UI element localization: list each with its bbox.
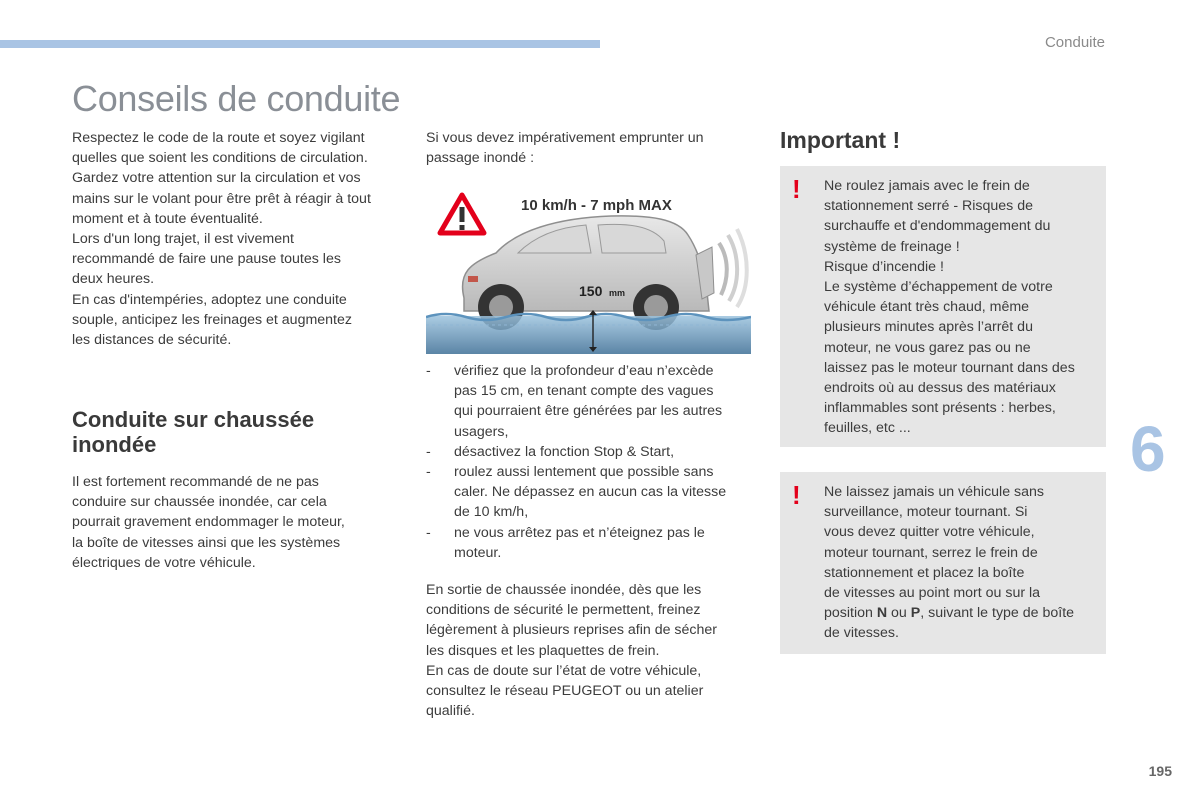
text-line: stationnement et placez la boîte [824, 564, 1025, 581]
text-line: de 10 km/h, [454, 504, 529, 521]
text-line: pas 15 cm, en tenant compte des vagues [454, 383, 714, 400]
text-fragment: position [824, 605, 877, 622]
text-line: quelles que soient les conditions de circulation. [72, 150, 368, 167]
text-line: En sortie de chaussée inondée, dès que les [426, 582, 702, 598]
text-line: feuilles, etc ... [824, 420, 911, 437]
text-line: souple, anticipez les freinages et augmentez [72, 311, 352, 328]
section-label: Conduite [1044, 34, 1105, 51]
text-line: caler. Ne dépassez en aucun cas la vitesse [454, 484, 727, 501]
important-heading: Important ! [780, 127, 901, 153]
text-line: moteur, ne vous garez pas ou ne [824, 339, 1031, 356]
list-item [426, 462, 756, 523]
exclamation-icon: ! [792, 174, 801, 204]
text-line: En cas d'intempéries, adoptez une conduite [72, 291, 347, 308]
flood-lead-text [426, 128, 756, 168]
flood-intro-text [72, 472, 382, 573]
text-line: Si vous devez impérativement emprunter un [426, 130, 704, 146]
text-line: Il est fortement recommandé de ne pas [72, 474, 319, 490]
text-line: véhicule étant très chaud, même [824, 299, 1030, 316]
text-line [824, 603, 1096, 623]
text-line: Le système d’échappement de votre [824, 279, 1053, 296]
flooded-road-illustration [426, 183, 751, 354]
text-line: stationnement serré - Risques de [824, 198, 1033, 215]
list-dash: - [426, 464, 431, 481]
list-item [426, 523, 756, 563]
text-line: deux heures. [72, 271, 155, 288]
text-line: moment et à toute éventualité. [72, 210, 263, 227]
text-line: En cas de doute sur l’état de votre véhicule, [426, 662, 702, 679]
text-line: ne vous arrêtez pas et n’éteignez pas le [454, 524, 705, 541]
text-fragment: , suivant le type de boîte [920, 605, 1075, 622]
text-line: endroits où au dessus des matériaux [824, 380, 1056, 397]
text-line: Ne laissez jamais un véhicule sans [824, 484, 1045, 500]
text-line: Risque d’incendie ! [824, 258, 944, 275]
text-line: moteur. [454, 544, 502, 561]
text-line: pourrait gravement endommager le moteur, [72, 514, 345, 531]
text-line: roulez aussi lentement que possible sans [454, 464, 714, 481]
speed-limit-label: 10 km/h - 7 mph MAX [521, 197, 672, 214]
text-line: électriques de votre véhicule. [72, 554, 256, 571]
text-line: légèrement à plusieurs reprises afin de sécher [426, 622, 717, 639]
text-line: de vitesses. [824, 625, 899, 642]
text-line: vous devez quitter votre véhicule, [824, 524, 1035, 541]
flood-steps-list [426, 361, 756, 563]
text-line: conduire sur chaussée inondée, car cela [72, 494, 327, 511]
warning-box-unattended-vehicle [780, 472, 1106, 654]
list-item [426, 361, 756, 442]
flood-exit-text [426, 580, 756, 721]
text-line: vérifiez que la profondeur d’eau n’excède [454, 363, 714, 379]
header-accent-bar [0, 40, 600, 48]
page-number: 195 [1148, 763, 1172, 779]
text-line: inflammables sont présents : herbes, [824, 400, 1056, 417]
list-dash: - [426, 524, 431, 541]
text-line: surveillance, moteur tournant. Si [824, 504, 1028, 521]
text-line: les disques et les plaquettes de frein. [426, 642, 660, 659]
text-fragment: ou [887, 605, 911, 622]
text-line: Gardez votre attention sur la circulation et vos [72, 170, 361, 187]
list-item [426, 442, 756, 462]
text-line: qualifié. [426, 703, 475, 720]
text-line: conditions de sécurité le permettent, freinez [426, 602, 701, 619]
chapter-number: 6 [1130, 413, 1166, 485]
text-line: Ne roulez jamais avec le frein de [824, 178, 1030, 194]
flood-section-heading: Conduite sur chaussée inondée [72, 407, 315, 457]
depth-unit-label: mm [609, 288, 626, 298]
text-line: mains sur le volant pour être prêt à réagir à tout [72, 190, 371, 207]
warning-box-parking-brake [780, 166, 1106, 447]
exclamation-icon: ! [792, 480, 801, 510]
gear-neutral-label: N [876, 605, 888, 622]
intro-text [72, 128, 402, 350]
text-line: les distances de sécurité. [72, 332, 232, 349]
gear-park-label: P [910, 605, 921, 622]
text-line: de vitesses au point mort ou sur la [824, 585, 1041, 602]
list-dash: - [426, 363, 431, 379]
text-line: passage inondé : [426, 150, 535, 167]
list-dash: - [426, 443, 431, 460]
text-line: Lors d'un long trajet, il est vivement [72, 231, 294, 248]
text-line: usagers, [454, 423, 509, 440]
text-line: plusieurs minutes après l’arrêt du [824, 319, 1033, 336]
text-line: désactivez la fonction Stop & Start, [454, 443, 675, 460]
text-line: qui pourraient être générées par les autres [454, 403, 723, 420]
text-line: la boîte de vitesses ainsi que les systèmes [72, 534, 341, 551]
depth-value-label: 150 [579, 283, 603, 299]
text-line: moteur tournant, serrez le frein de [824, 544, 1038, 561]
text-line: Respectez le code de la route et soyez vigilant [72, 130, 365, 146]
text-line: système de freinage ! [824, 238, 960, 255]
text-line: surchauffe et d'endommagement du [824, 218, 1051, 235]
text-line: recommandé de faire une pause toutes les [72, 251, 341, 268]
text-line: consultez le réseau PEUGEOT ou un atelier [426, 683, 704, 700]
water-level [426, 314, 751, 354]
page-title: Conseils de conduite [72, 78, 401, 119]
text-line: laissez pas le moteur tournant dans des [824, 359, 1075, 376]
